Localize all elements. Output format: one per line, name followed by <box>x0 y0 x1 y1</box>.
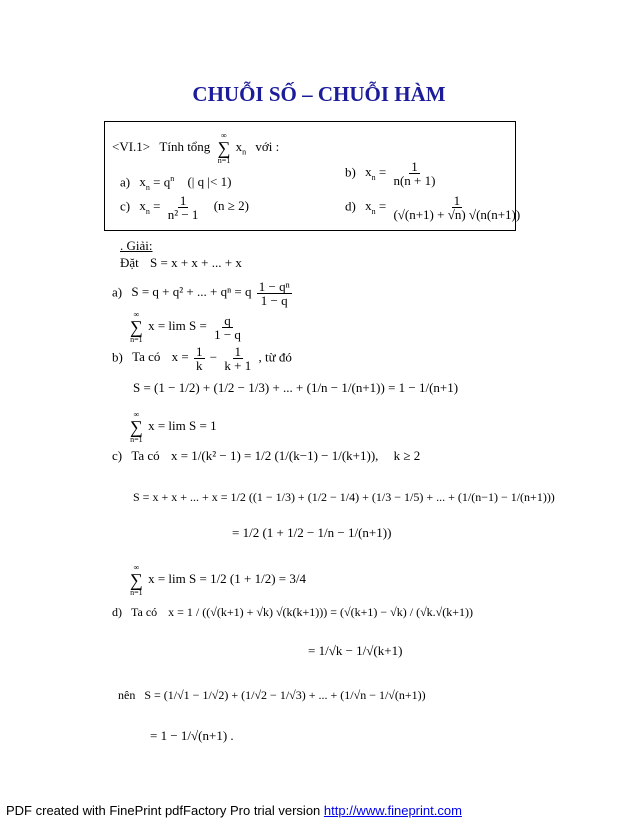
solution-b-line1: b) Ta có x = $\frac{1}{k}$ − $\frac{1}{k + 1}$ , từ đó <box>112 344 292 373</box>
problem-with: với : <box>255 138 280 154</box>
solution-a-line1: a) S = q + q² + ... + qⁿ = q $\frac{\text{1 − qⁿ}}{1 - q}$ <box>112 279 290 308</box>
solution-c-sn: S = x + x + ... + x = 1/2 ((1 − 1/3) + (1/2 − 1/4) + (1/3 − 1/5) + ... + (1/(n−1) − 1/(n+1))) <box>133 490 555 504</box>
solution-c-line1: c) Ta có x = 1/(k² − 1) = 1/2 (1/(k−1) − 1/(k+1)), k ≥ 2 <box>112 448 421 463</box>
problem-c: c) $x_n$ = $\frac{1}{\text{n² − 1}}$ (n ≥ 2) <box>120 193 249 222</box>
solution-d-line2: = 1/√k − 1/√(k+1) <box>308 643 403 658</box>
solution-d-line1: d) Ta có x = 1 / ((√(k+1) + √k) √(k(k+1))) = (√(k+1) − √k) / (√k.√(k+1)) <box>112 605 473 619</box>
fraction: $\frac{\text{1 − qⁿ}}{1 - q}$ <box>258 279 290 308</box>
solution-define: Đặt S = x + x + ... + x <box>120 255 242 270</box>
fraction: $\frac{1}{(√(n+1) + √n) √(n(n+1))}$ <box>393 193 521 222</box>
fineprint-link[interactable]: http://www.fineprint.com <box>323 803 462 818</box>
solution-d-sn2: = 1 − 1/√(n+1) . <box>150 728 234 743</box>
fraction: $\frac{1}{n(n + 1)}$ <box>393 159 436 188</box>
sum-sign: ∞ ∑ n=1 <box>130 410 143 444</box>
solution-a-sum: ∞ ∑ n=1 x = lim S = $\frac{q}{1 - q}$ <box>130 310 241 344</box>
problem-b: b) $x_n$ = $\frac{1}{n(n + 1)}$ <box>345 159 436 188</box>
solution-heading: . Giải: <box>120 238 153 253</box>
solution-b-sum: ∞ ∑ n=1 x = lim S = 1 <box>130 410 217 444</box>
fraction: $\frac{1}{\text{n² − 1}}$ <box>167 193 199 222</box>
fraction: $\frac{q}{1 - q}$ <box>214 312 241 342</box>
problem-a: a) $x_n = q^n$ (| q |< 1) <box>120 174 232 192</box>
page-title: CHUỖI SỐ – CHUỖI HÀM <box>192 82 446 106</box>
problem-prompt: Tính tổng <box>159 138 211 154</box>
sum-sign: ∞ ∑ n=1 <box>217 131 231 165</box>
problem-statement: <VI.1> Tính tổng ∞ ∑ n=1 $x_n$ với : <box>112 131 280 165</box>
sum-sign: ∞ ∑ n=1 <box>130 563 143 597</box>
problem-d: d) $x_n$ = $\frac{1}{(√(n+1) + √n) √(n(n+1))}$ <box>345 193 521 222</box>
solution-c-sum: ∞ ∑ n=1 x = lim S = 1/2 (1 + 1/2) = 3/4 <box>130 563 306 597</box>
sum-sign: ∞ ∑ n=1 <box>130 310 143 344</box>
problem-label: <VI.1> <box>112 138 151 154</box>
pdf-footer: PDF created with FinePrint pdfFactory Pro trial version http://www.fineprint.com <box>6 803 462 818</box>
solution-c-sn2: = 1/2 (1 + 1/2 − 1/n − 1/(n+1)) <box>232 525 392 540</box>
solution-d-sn: nên S = (1/√1 − 1/√2) + (1/√2 − 1/√3) + ... + (1/√n − 1/√(n+1)) <box>118 688 426 702</box>
solution-b-sn: S = (1 − 1/2) + (1/2 − 1/3) + ... + (1/n − 1/(n+1)) = 1 − 1/(n+1) <box>133 380 459 395</box>
